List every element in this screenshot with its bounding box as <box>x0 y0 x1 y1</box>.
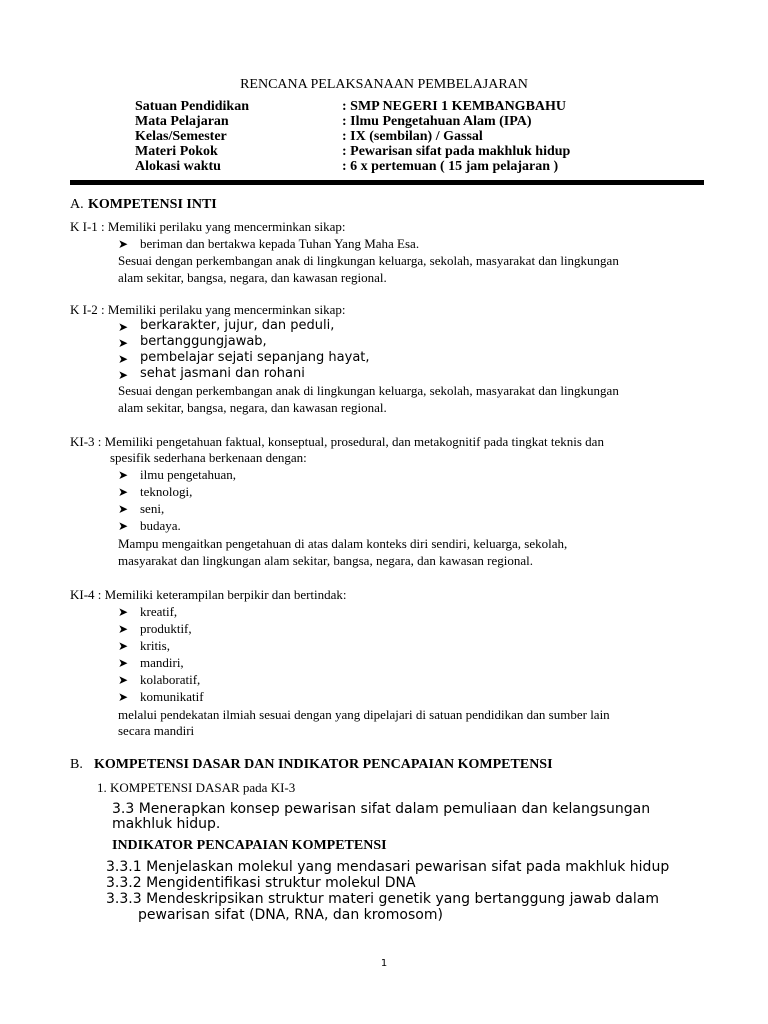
arrow-bullet-icon: ➤ <box>118 656 129 670</box>
ki2-bullet: bertanggungjawab, <box>140 334 267 349</box>
ki1-intro: K I-1 : Memiliki perilaku yang mencerminkan sikap: <box>70 219 346 234</box>
arrow-bullet-icon: ➤ <box>118 468 129 482</box>
ki1-para-line: Sesuai dengan perkembangan anak di lingkungan keluarga, sekolah, masyarakat dan lingkungan <box>118 253 619 268</box>
ki3-bullet: budaya. <box>140 518 181 533</box>
ki4-para-line: melalui pendekatan ilmiah sesuai dengan yang dipelajari di satuan pendidikan dan sumber lain <box>118 707 610 722</box>
ki4-bullet: kritis, <box>140 638 170 653</box>
ki2-bullet: pembelajar sejati sepanjang hayat, <box>140 350 370 365</box>
ki2-bullet: berkarakter, jujur, dan peduli, <box>140 318 335 333</box>
identity-value: : Ilmu Pengetahuan Alam (IPA) <box>342 114 532 129</box>
ki4-intro: KI-4 : Memiliki keterampilan berpikir dan bertindak: <box>70 587 347 602</box>
document-title: RENCANA PELAKSANAAN PEMBELAJARAN <box>240 77 528 92</box>
arrow-bullet-icon: ➤ <box>118 352 129 366</box>
section-a-marker: A. <box>70 197 84 212</box>
ki1-bullet: beriman dan bertakwa kepada Tuhan Yang Maha Esa. <box>140 236 420 251</box>
indicator-item: 3.3.3 Mendeskripsikan struktur materi genetik yang bertanggung jawab dalam <box>106 891 659 907</box>
identity-label: Materi Pokok <box>135 144 218 159</box>
identity-label: Mata Pelajaran <box>135 114 229 129</box>
ki4-bullet: kolaboratif, <box>140 672 201 687</box>
identity-value: : Pewarisan sifat pada makhluk hidup <box>342 144 571 159</box>
ki3-bullet: seni, <box>140 501 165 516</box>
header-rule <box>70 180 704 185</box>
arrow-bullet-icon: ➤ <box>118 485 129 499</box>
arrow-bullet-icon: ➤ <box>118 690 129 704</box>
ki3-para-line: masyarakat dan lingkungan alam sekitar, bangsa, negara, dan kawasan regional. <box>118 553 533 568</box>
arrow-bullet-icon: ➤ <box>118 320 129 334</box>
indicator-item: 3.3.1 Menjelaskan molekul yang mendasari pewarisan sifat pada makhluk hidup <box>106 859 670 875</box>
section-b-marker: B. <box>70 757 83 772</box>
identity-value: : 6 x pertemuan ( 15 jam pelajaran ) <box>342 159 559 174</box>
arrow-bullet-icon: ➤ <box>118 673 129 687</box>
ki4-bullet: kreatif, <box>140 604 178 619</box>
section-a-heading: KOMPETENSI INTI <box>88 197 217 212</box>
ki3-intro-line: spesifik sederhana berkenaan dengan: <box>110 450 307 465</box>
ki4-para-line: secara mandiri <box>118 723 195 738</box>
ki3-para-line: Mampu mengaitkan pengetahuan di atas dalam konteks diri sendiri, keluarga, sekolah, <box>118 536 568 551</box>
kd-title: 1. KOMPETENSI DASAR pada KI-3 <box>97 780 296 795</box>
indicator-title: INDIKATOR PENCAPAIAN KOMPETENSI <box>112 838 387 853</box>
identity-value: : IX (sembilan) / Gassal <box>342 129 483 144</box>
identity-label: Alokasi waktu <box>135 159 221 174</box>
indicator-continuation: pewarisan sifat (DNA, RNA, dan kromosom) <box>138 907 443 923</box>
ki3-bullet: teknologi, <box>140 484 193 499</box>
indicator-item: 3.3.2 Mengidentifikasi struktur molekul DNA <box>106 875 416 891</box>
arrow-bullet-icon: ➤ <box>118 368 129 382</box>
kd-text-line: makhluk hidup. <box>112 816 221 832</box>
identity-label: Satuan Pendidikan <box>135 99 249 114</box>
ki2-para-line: alam sekitar, bangsa, negara, dan kawasan regional. <box>118 400 387 415</box>
arrow-bullet-icon: ➤ <box>118 237 129 251</box>
ki3-bullet: ilmu pengetahuan, <box>140 467 237 482</box>
arrow-bullet-icon: ➤ <box>118 502 129 516</box>
ki2-bullet: sehat jasmani dan rohani <box>140 366 305 381</box>
kd-text-line: 3.3 Menerapkan konsep pewarisan sifat dalam pemuliaan dan kelangsungan <box>112 801 651 817</box>
identity-label: Kelas/Semester <box>135 129 227 144</box>
page-number: 1 <box>380 958 388 969</box>
arrow-bullet-icon: ➤ <box>118 519 129 533</box>
arrow-bullet-icon: ➤ <box>118 622 129 636</box>
arrow-bullet-icon: ➤ <box>118 639 129 653</box>
arrow-bullet-icon: ➤ <box>118 336 129 350</box>
ki1-para-line: alam sekitar, bangsa, negara, dan kawasan regional. <box>118 270 387 285</box>
ki4-bullet: produktif, <box>140 621 192 636</box>
ki2-para-line: Sesuai dengan perkembangan anak di lingkungan keluarga, sekolah, masyarakat dan lingkungan <box>118 383 619 398</box>
ki4-bullet: mandiri, <box>140 655 184 670</box>
ki4-bullet: komunikatif <box>140 689 204 704</box>
ki3-intro-line: KI-3 : Memiliki pengetahuan faktual, konseptual, prosedural, dan metakognitif pada tingkat teknis dan <box>70 434 604 449</box>
identity-value: : SMP NEGERI 1 KEMBANGBAHU <box>342 99 567 114</box>
ki2-intro: K I-2 : Memiliki perilaku yang mencerminkan sikap: <box>70 302 346 317</box>
arrow-bullet-icon: ➤ <box>118 605 129 619</box>
section-b-heading: KOMPETENSI DASAR DAN INDIKATOR PENCAPAIAN KOMPETENSI <box>94 757 553 772</box>
